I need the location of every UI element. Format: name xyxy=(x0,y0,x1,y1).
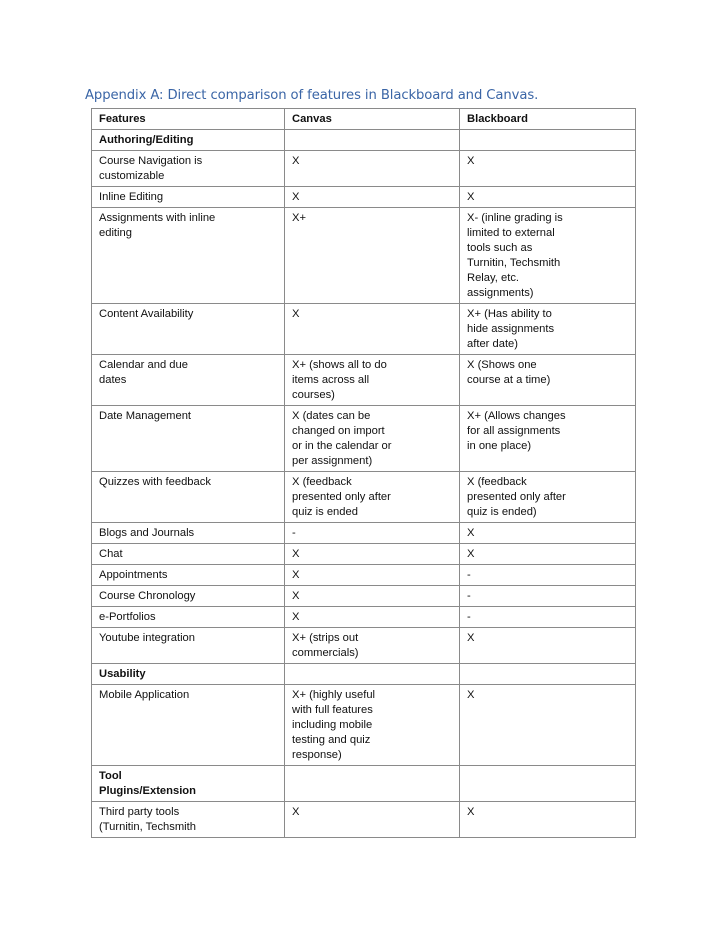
cell-text: X+ xyxy=(292,212,306,224)
cell-text: Usability xyxy=(99,668,146,680)
cell-text: - xyxy=(467,569,471,581)
canvas-cell xyxy=(285,187,460,208)
cell-text: e-Portfolios xyxy=(99,611,156,623)
blackboard-cell xyxy=(460,406,636,472)
feature-cell xyxy=(92,472,285,523)
cell-text: X (feedback presented only after quiz is ended xyxy=(292,476,391,518)
cell-text: X xyxy=(292,806,300,818)
blackboard-cell xyxy=(460,607,636,628)
cell-text: Appointments xyxy=(99,569,168,581)
table-row xyxy=(92,565,636,586)
canvas-cell xyxy=(285,565,460,586)
table-body xyxy=(92,130,636,838)
cell-text: X xyxy=(467,632,475,644)
cell-text: X xyxy=(292,548,300,560)
table-row xyxy=(92,355,636,406)
cell-text: Blogs and Journals xyxy=(99,527,195,539)
feature-cell xyxy=(92,628,285,664)
cell-text: X- (inline grading is limited to external tools such as Turnitin, Techsmith Relay, etc. assignments) xyxy=(467,212,563,299)
cell-text: X xyxy=(467,527,475,539)
cell-text: X xyxy=(467,155,475,167)
cell-text: Chat xyxy=(99,548,123,560)
cell-text: X xyxy=(292,590,300,602)
cell-text: Third party tools (Turnitin, Techsmith xyxy=(99,806,196,833)
blackboard-cell xyxy=(460,355,636,406)
cell-text: X+ (shows all to do items across all courses) xyxy=(292,359,387,401)
table-header-row xyxy=(92,109,636,130)
cell-text: X+ (Allows changes for all assignments in one place) xyxy=(467,410,566,452)
cell-text: X xyxy=(292,611,300,623)
cell-text: X (dates can be changed on import or in the calendar or per assignment) xyxy=(292,410,392,467)
blackboard-cell xyxy=(460,586,636,607)
section-title xyxy=(92,766,285,802)
section-title xyxy=(92,664,285,685)
blackboard-cell xyxy=(460,802,636,838)
blackboard-cell xyxy=(460,565,636,586)
feature-cell xyxy=(92,523,285,544)
blackboard-cell xyxy=(460,664,636,685)
canvas-cell xyxy=(285,766,460,802)
cell-text: X xyxy=(292,155,300,167)
feature-cell xyxy=(92,586,285,607)
table-row xyxy=(92,628,636,664)
cell-text: X xyxy=(467,806,475,818)
blackboard-cell xyxy=(460,304,636,355)
blackboard-cell xyxy=(460,472,636,523)
table-row xyxy=(92,802,636,838)
blackboard-cell xyxy=(460,628,636,664)
section-row xyxy=(92,766,636,802)
cell-text: Course Navigation is customizable xyxy=(99,155,203,182)
canvas-cell xyxy=(285,472,460,523)
cell-text: Course Chronology xyxy=(99,590,196,602)
table-row xyxy=(92,208,636,304)
cell-text: X+ (highly useful with full features including mobile testing and quiz response) xyxy=(292,689,376,761)
cell-text: Content Availability xyxy=(99,308,194,320)
cell-text: X (Shows one course at a time) xyxy=(467,359,551,386)
canvas-cell xyxy=(285,586,460,607)
cell-text: X xyxy=(292,569,300,581)
feature-cell xyxy=(92,544,285,565)
feature-cell xyxy=(92,565,285,586)
table-row xyxy=(92,187,636,208)
canvas-cell xyxy=(285,607,460,628)
canvas-cell xyxy=(285,664,460,685)
cell-text: X (feedback presented only after quiz is ended) xyxy=(467,476,566,518)
feature-cell xyxy=(92,355,285,406)
header-canvas: Canvas xyxy=(285,109,460,130)
cell-text: X xyxy=(467,689,475,701)
feature-cell xyxy=(92,187,285,208)
blackboard-cell xyxy=(460,187,636,208)
canvas-cell xyxy=(285,130,460,151)
section-row xyxy=(92,130,636,151)
cell-text: Youtube integration xyxy=(99,632,196,644)
cell-text: X xyxy=(467,191,475,203)
canvas-cell xyxy=(285,208,460,304)
table-row xyxy=(92,151,636,187)
table-row xyxy=(92,544,636,565)
cell-text: X xyxy=(292,308,300,320)
cell-text: - xyxy=(292,527,296,539)
cell-text: Authoring/Editing xyxy=(99,134,194,146)
canvas-cell xyxy=(285,544,460,565)
cell-text: Quizzes with feedback xyxy=(99,476,211,488)
cell-text: - xyxy=(467,611,471,623)
header-features: Features xyxy=(92,109,285,130)
canvas-cell xyxy=(285,355,460,406)
section-row xyxy=(92,664,636,685)
feature-cell xyxy=(92,607,285,628)
feature-cell xyxy=(92,208,285,304)
feature-cell xyxy=(92,802,285,838)
table-row xyxy=(92,586,636,607)
cell-text: Date Management xyxy=(99,410,192,422)
feature-cell xyxy=(92,406,285,472)
cell-text: - xyxy=(467,590,471,602)
canvas-cell xyxy=(285,628,460,664)
cell-text: X xyxy=(292,191,300,203)
cell-text: Assignments with inline editing xyxy=(99,212,216,239)
table-row xyxy=(92,607,636,628)
blackboard-cell xyxy=(460,544,636,565)
blackboard-cell xyxy=(460,151,636,187)
table-row xyxy=(92,472,636,523)
blackboard-cell xyxy=(460,130,636,151)
canvas-cell xyxy=(285,151,460,187)
canvas-cell xyxy=(285,685,460,766)
table-row xyxy=(92,523,636,544)
canvas-cell xyxy=(285,406,460,472)
cell-text: Mobile Application xyxy=(99,689,190,701)
canvas-cell xyxy=(285,802,460,838)
section-title xyxy=(92,130,285,151)
table-row xyxy=(92,304,636,355)
blackboard-cell xyxy=(460,766,636,802)
feature-comparison-table xyxy=(91,108,636,838)
header-blackboard: Blackboard xyxy=(460,109,636,130)
cell-text: X+ (strips out commercials) xyxy=(292,632,359,659)
cell-text: Tool Plugins/Extension xyxy=(99,770,196,797)
feature-cell xyxy=(92,304,285,355)
cell-text: X xyxy=(467,548,475,560)
feature-cell xyxy=(92,685,285,766)
appendix-heading: Appendix A: Direct comparison of features in Blackboard and Canvas. xyxy=(85,88,539,103)
canvas-cell xyxy=(285,304,460,355)
blackboard-cell xyxy=(460,685,636,766)
blackboard-cell xyxy=(460,523,636,544)
table-row xyxy=(92,685,636,766)
blackboard-cell xyxy=(460,208,636,304)
cell-text: Inline Editing xyxy=(99,191,164,203)
cell-text: X+ (Has ability to hide assignments after date) xyxy=(467,308,555,350)
cell-text: Calendar and due dates xyxy=(99,359,188,386)
canvas-cell xyxy=(285,523,460,544)
feature-cell xyxy=(92,151,285,187)
table-row xyxy=(92,406,636,472)
